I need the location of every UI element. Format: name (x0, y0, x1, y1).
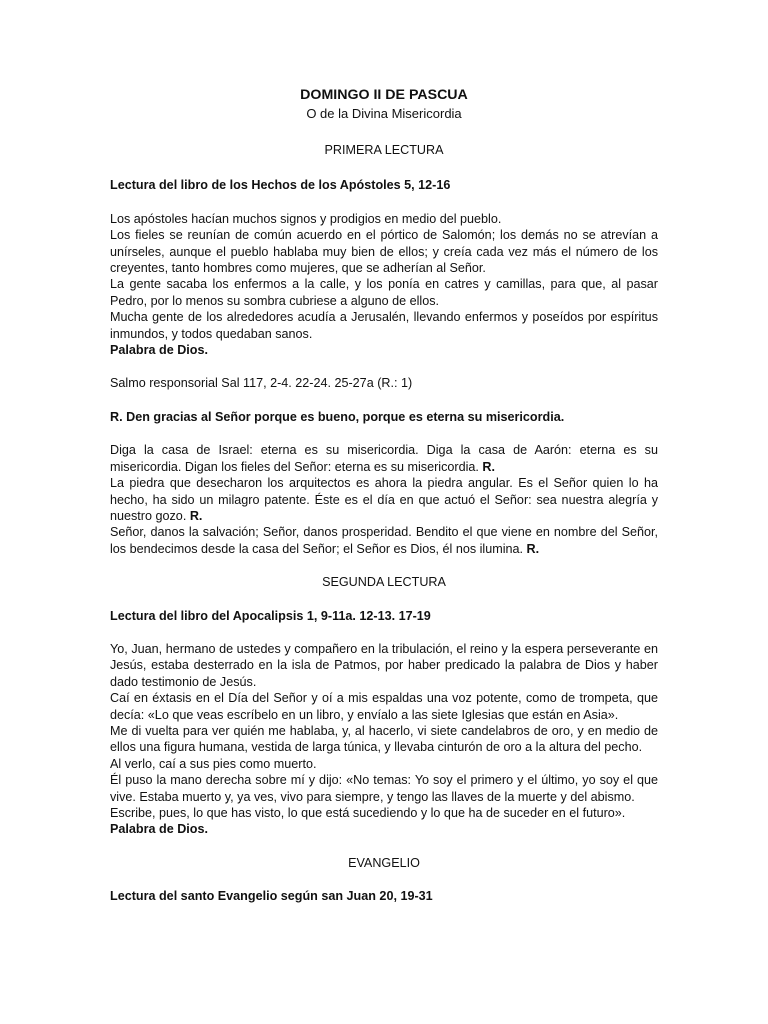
psalm-stanza-text: Señor, danos la salvación; Señor, danos prosperidad. Bendito el que viene en nombre del Señor, los bendecimos desde la casa del Señor; el Señor es Dios, él nos ilumina. (110, 525, 658, 556)
psalm-stanzas (110, 442, 658, 557)
first-reading-paragraph: Los apóstoles hacían muchos signos y prodigios en medio del pueblo. (110, 211, 502, 226)
refrain-marker: R. (189, 508, 203, 523)
second-reading-paragraph: Caí en éxtasis en el Día del Señor y oí a mis espaldas una voz potente, como de trompeta, que decía: «Lo que veas escríbelo en un libro, y envíalo a las siete Iglesias que están en Asia». (110, 691, 658, 722)
second-reading-paragraph: Escribe, pues, lo que has visto, lo que está sucediendo y lo que ha de suceder en el futuro». (110, 806, 626, 820)
second-reading-paragraph: Al verlo, caí a sus pies como muerto. (110, 756, 317, 771)
psalm-reference: Salmo responsorial Sal 117, 2-4. 22-24. 25-27a (R.: 1) (110, 376, 413, 391)
gospel-heading: EVANGELIO (348, 855, 420, 870)
psalm-stanza-text: La piedra que desecharon los arquitectos es ahora la piedra angular. Es el Señor quien lo ha hecho, ha sido un milagro patente. Éste es el día en que actuó el Señor: sea nuestra alegría y nuestro gozo. (110, 476, 658, 523)
second-reading-paragraph: Él puso la mano derecha sobre mí y dijo: «No temas: Yo soy el primero y el último, yo soy el que vive. Estaba muerto y, ya ves, vivo para siempre, y tengo las llaves de la muerte y del abismo. (110, 773, 658, 804)
page-title: DOMINGO II DE PASCUA (300, 87, 468, 103)
first-reading-closing: Palabra de Dios. (110, 343, 208, 358)
refrain-marker: R. (482, 459, 495, 474)
first-reading-paragraph: Mucha gente de los alrededores acudía a Jerusalén, llevando enfermos y poseídos por espíritus inmundos, y todos quedaban sanos. (110, 310, 658, 341)
gospel-reference: Lectura del santo Evangelio según san Juan 20, 19-31 (110, 889, 433, 904)
second-reading-paragraph: Yo, Juan, hermano de ustedes y compañero en la tribulación, el reino y la espera perseverante en Jesús, estaba desterrado en la isla de Patmos, por haber predicado la palabra de Dios y haber dado testimonio de Jesús. (110, 641, 658, 689)
first-reading-text (110, 211, 658, 359)
first-reading-reference: Lectura del libro de los Hechos de los Apóstoles 5, 12-16 (110, 178, 451, 193)
psalm-stanza (110, 442, 658, 475)
second-reading-closing: Palabra de Dios. (110, 822, 208, 837)
second-reading-paragraph: Me di vuelta para ver quién me hablaba, y, al hacerlo, vi siete candelabros de oro, y en medio de ellos una figura humana, vestida de larga túnica, y llevaba cinturón de oro a la altura del pecho. (110, 723, 658, 755)
psalm-stanza (110, 475, 658, 524)
second-reading-heading: SEGUNDA LECTURA (322, 575, 446, 590)
psalm-response: R. Den gracias al Señor porque es bueno, porque es eterna su misericordia. (110, 409, 565, 424)
psalm-stanza-text: Diga la casa de Israel: eterna es su misericordia. Diga la casa de Aarón: eterna es su misericordia. Digan los fieles del Señor: eterna es su misericordia. (110, 443, 658, 474)
refrain-marker: R. (526, 541, 540, 556)
page-subtitle: O de la Divina Misericordia (306, 106, 462, 121)
first-reading-paragraph: La gente sacaba los enfermos a la calle, y los ponía en catres y camillas, para que, al pasar Pedro, por lo menos su sombra cubriese a alguno de ellos. (110, 277, 658, 308)
first-reading-heading: PRIMERA LECTURA (324, 143, 444, 157)
second-reading-reference: Lectura del libro del Apocalipsis 1, 9-11a. 12-13. 17-19 (110, 608, 431, 623)
psalm-stanza (110, 524, 658, 557)
first-reading-paragraph: Los fieles se reunían de común acuerdo en el pórtico de Salomón; los demás no se atrevían a unírseles, aunque el pueblo hablaba muy bien de ellos; y creía cada vez más el número de los creyentes, tanto hombres como mujeres, que se adherían al Señor. (110, 228, 658, 276)
second-reading-text (110, 641, 658, 838)
